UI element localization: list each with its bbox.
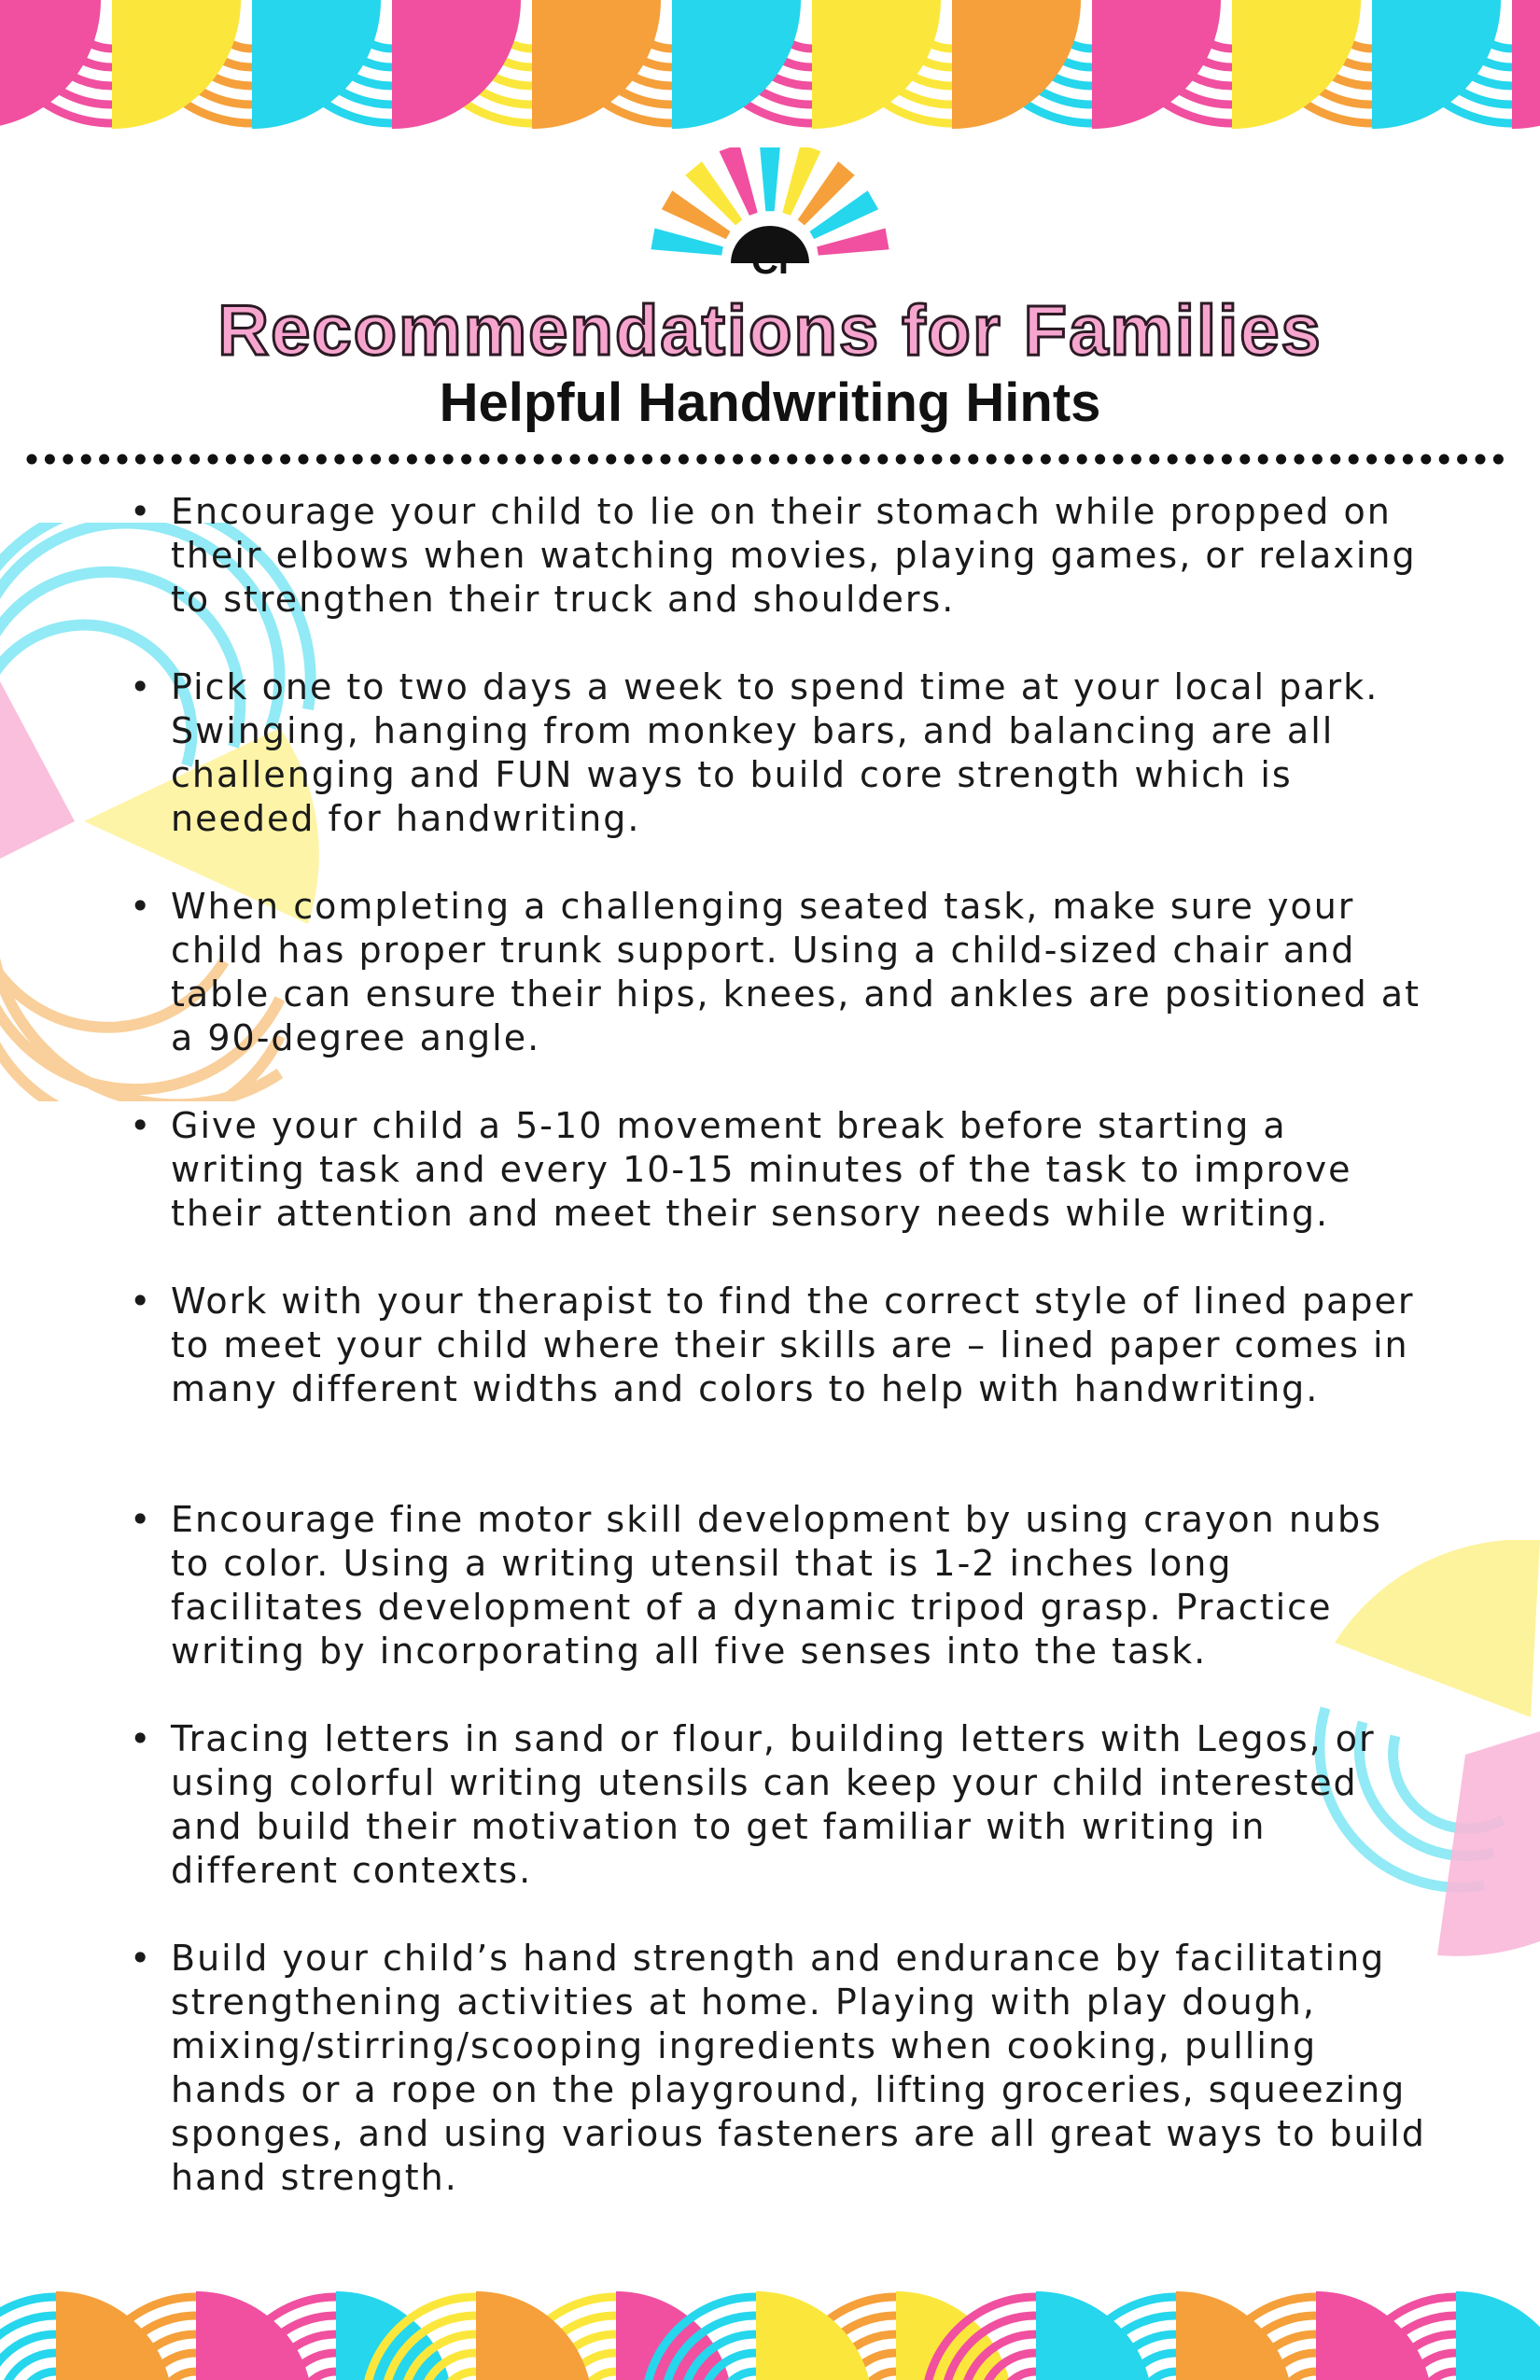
hint-text: Encourage fine motor skill development by using crayon nubs to color. Using a writing utensil that is 1-2 inches long facilitates development of a dynamic tripod grasp. Practice writing by incorporating all five senses into the task. [171, 1499, 1382, 1672]
list-item [130, 1498, 1431, 1673]
list-item [130, 1104, 1431, 1236]
hint-text: When completing a challenging seated task, make sure your child has proper trunk support. Using a child-sized chair and table can ensure their hips, knees, and ankles are positioned at a 90-degree angle. [171, 886, 1421, 1058]
list-item [130, 665, 1431, 841]
bullet-icon: • [130, 886, 153, 927]
hint-text: Work with your therapist to find the correct style of lined paper to meet your child where their skills are – lined paper comes in many different widths and colors to help with handwriting. [171, 1281, 1415, 1409]
hint-text: Pick one to two days a week to spend time at your local park. Swinging, hanging from monkey bars, and balancing are all challenging and FUN ways to build core strength which is needed for handwriting. [171, 666, 1379, 839]
bottom-decorative-border [0, 2268, 1540, 2380]
bullet-icon: • [130, 1281, 153, 1322]
bullet-icon: • [130, 1938, 153, 1979]
list-item [130, 1937, 1431, 2200]
hint-text: Give your child a 5-10 movement break before starting a writing task and every 10-15 minutes of the task to improve their attention and meet their sensory needs while writing. [171, 1105, 1352, 1234]
bullet-icon: • [130, 666, 153, 707]
hint-text: Build your child’s hand strength and endurance by facilitating strengthening activities at home. Playing with play dough, mixing/stirring/scooping ingredients when cooking, pulling hands or a rope on the playground, lifting groceries, squeezing sponges, and using various fasteners are all great ways to build hand strength. [171, 1938, 1426, 2198]
list-item [130, 490, 1431, 622]
hint-text: Encourage your child to lie on their stomach while propped on their elbows when watching movies, playing games, or relaxing to strengthen their truck and shoulders. [171, 491, 1417, 620]
list-item [130, 885, 1431, 1060]
bullet-icon: • [130, 1105, 153, 1146]
bullet-icon: • [130, 1499, 153, 1540]
top-decorative-border [0, 0, 1540, 140]
bullet-icon: • [130, 1718, 153, 1759]
page-subtitle: Helpful Handwriting Hints [439, 372, 1101, 433]
hint-text: Tracing letters in sand or flour, building letters with Legos, or using colorful writing utensils can keep your child interested and build their motivation to get familiar with writing in different contexts. [171, 1718, 1376, 1891]
logo-text: CI [751, 241, 789, 282]
page-title: Recommendations for Families [217, 291, 1323, 371]
list-item [130, 1717, 1431, 1893]
dotted-divider [26, 448, 1514, 470]
list-item [130, 1280, 1431, 1411]
bullet-icon: • [130, 491, 153, 532]
